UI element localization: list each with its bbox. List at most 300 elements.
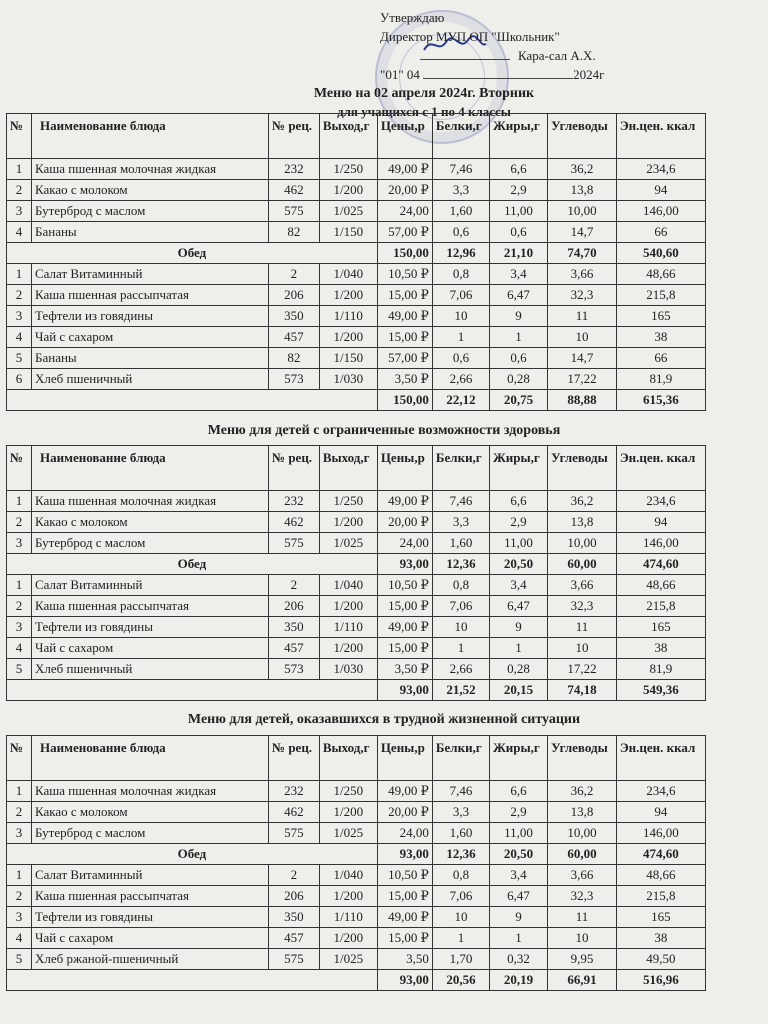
portion-output: 1/025 [319, 201, 377, 222]
col-header-rec: № рец. [269, 736, 320, 781]
price: 15,00 ₽ [377, 596, 432, 617]
header-row [7, 736, 706, 781]
carbs: 3,66 [548, 264, 617, 285]
dish-name: Чай с сахаром [32, 928, 269, 949]
menu-table [6, 113, 706, 411]
subtotal-price: 93,00 [377, 844, 432, 865]
carbs: 13,8 [548, 512, 617, 533]
portion-output: 1/200 [319, 928, 377, 949]
recipe-number: 457 [269, 638, 320, 659]
fats: 1 [489, 327, 547, 348]
fats: 0,28 [489, 369, 547, 390]
col-header-out: Выход,г [319, 736, 377, 781]
subtotal-kcal: 549,36 [616, 680, 705, 701]
subtotal-price: 93,00 [377, 680, 432, 701]
proteins: 2,66 [432, 659, 489, 680]
portion-output: 1/250 [319, 781, 377, 802]
header-row [7, 114, 706, 159]
carbs: 10,00 [548, 823, 617, 844]
portion-output: 1/030 [319, 369, 377, 390]
energy-kcal: 48,66 [616, 264, 705, 285]
subtotal-row [7, 243, 706, 264]
portion-output: 1/200 [319, 285, 377, 306]
recipe-number: 206 [269, 596, 320, 617]
proteins: 1 [432, 638, 489, 659]
recipe-number: 350 [269, 907, 320, 928]
fats: 1 [489, 928, 547, 949]
menu-title-line2: для учащихся с 1 по 4 классы [337, 104, 511, 119]
portion-output: 1/040 [319, 575, 377, 596]
fats: 11,00 [489, 823, 547, 844]
row-num: 4 [7, 222, 32, 243]
energy-kcal: 94 [616, 180, 705, 201]
portion-output: 1/025 [319, 823, 377, 844]
recipe-number: 206 [269, 285, 320, 306]
col-header-kcal: Эн.цен. ккал [616, 446, 705, 491]
portion-output: 1/150 [319, 222, 377, 243]
table-row [7, 638, 706, 659]
portion-output: 1/110 [319, 907, 377, 928]
energy-kcal: 165 [616, 617, 705, 638]
table-row [7, 907, 706, 928]
carbs: 10,00 [548, 201, 617, 222]
recipe-number: 232 [269, 781, 320, 802]
proteins: 7,46 [432, 781, 489, 802]
energy-kcal: 49,50 [616, 949, 705, 970]
fats: 0,6 [489, 348, 547, 369]
approval-line3 [380, 46, 680, 65]
recipe-number: 573 [269, 369, 320, 390]
col-header-carb: Углеводы [548, 446, 617, 491]
proteins: 3,3 [432, 802, 489, 823]
lunch-label: Обед [7, 554, 378, 575]
price: 15,00 ₽ [377, 285, 432, 306]
fats: 0,6 [489, 222, 547, 243]
fats: 0,28 [489, 659, 547, 680]
col-header-name: Наименование блюда [32, 446, 269, 491]
dish-name: Салат Витаминный [32, 264, 269, 285]
fats: 2,9 [489, 180, 547, 201]
col-header-rec: № рец. [269, 114, 320, 159]
subtotal-kcal: 540,60 [616, 243, 705, 264]
dish-name: Бутерброд с маслом [32, 533, 269, 554]
portion-output: 1/200 [319, 638, 377, 659]
energy-kcal: 146,00 [616, 533, 705, 554]
portion-output: 1/110 [319, 617, 377, 638]
row-num: 3 [7, 533, 32, 554]
carbs: 11 [548, 306, 617, 327]
recipe-number: 350 [269, 306, 320, 327]
fats: 9 [489, 617, 547, 638]
portion-output: 1/200 [319, 180, 377, 201]
col-header-name: Наименование блюда [32, 114, 269, 159]
price: 3,50 [377, 949, 432, 970]
subtotal-proteins: 12,36 [432, 844, 489, 865]
dish-name: Какао с молоком [32, 180, 269, 201]
recipe-number: 462 [269, 512, 320, 533]
energy-kcal: 165 [616, 907, 705, 928]
proteins: 10 [432, 617, 489, 638]
subtotal-fats: 20,75 [489, 390, 547, 411]
price: 10,50 ₽ [377, 865, 432, 886]
table-row [7, 180, 706, 201]
table-row [7, 222, 706, 243]
recipe-number: 575 [269, 201, 320, 222]
price: 10,50 ₽ [377, 575, 432, 596]
dish-name: Каша пшенная рассыпчатая [32, 285, 269, 306]
price: 49,00 ₽ [377, 306, 432, 327]
fats: 3,4 [489, 575, 547, 596]
approval-block [380, 8, 680, 84]
energy-kcal: 215,8 [616, 596, 705, 617]
dish-name: Каша пшенная рассыпчатая [32, 886, 269, 907]
subtotal-price: 93,00 [377, 970, 432, 991]
energy-kcal: 165 [616, 306, 705, 327]
subtotal-proteins: 20,56 [432, 970, 489, 991]
dish-name: Бананы [32, 348, 269, 369]
price: 20,00 ₽ [377, 802, 432, 823]
recipe-number: 575 [269, 823, 320, 844]
fats: 2,9 [489, 802, 547, 823]
row-num: 2 [7, 596, 32, 617]
dish-name: Чай с сахаром [32, 327, 269, 348]
carbs: 3,66 [548, 865, 617, 886]
carbs: 32,3 [548, 285, 617, 306]
col-header-name: Наименование блюда [32, 736, 269, 781]
carbs: 14,7 [548, 222, 617, 243]
energy-kcal: 38 [616, 327, 705, 348]
approval-line1: Утверждаю [380, 10, 445, 25]
energy-kcal: 66 [616, 348, 705, 369]
subtotal-fats: 20,15 [489, 680, 547, 701]
fats: 6,47 [489, 886, 547, 907]
carbs: 17,22 [548, 369, 617, 390]
portion-output: 1/040 [319, 865, 377, 886]
portion-output: 1/200 [319, 512, 377, 533]
price: 15,00 ₽ [377, 327, 432, 348]
recipe-number: 462 [269, 802, 320, 823]
dish-name: Бананы [32, 222, 269, 243]
fats: 6,47 [489, 285, 547, 306]
price: 15,00 ₽ [377, 928, 432, 949]
proteins: 1,70 [432, 949, 489, 970]
dish-name: Тефтели из говядины [32, 907, 269, 928]
table-row [7, 596, 706, 617]
price: 49,00 ₽ [377, 781, 432, 802]
proteins: 3,3 [432, 512, 489, 533]
col-header-num: № [7, 736, 32, 781]
proteins: 1,60 [432, 533, 489, 554]
recipe-number: 82 [269, 222, 320, 243]
carbs: 36,2 [548, 781, 617, 802]
recipe-number: 457 [269, 327, 320, 348]
proteins: 0,8 [432, 575, 489, 596]
table-row [7, 617, 706, 638]
row-num: 3 [7, 823, 32, 844]
dish-name: Каша пшенная молочная жидкая [32, 159, 269, 180]
fats: 6,6 [489, 491, 547, 512]
portion-output: 1/200 [319, 327, 377, 348]
director-name: Кара-сал А.Х. [518, 48, 596, 63]
subtotal-proteins: 22,12 [432, 390, 489, 411]
row-num: 1 [7, 264, 32, 285]
energy-kcal: 146,00 [616, 201, 705, 222]
table-row [7, 659, 706, 680]
row-num: 1 [7, 865, 32, 886]
row-num: 2 [7, 180, 32, 201]
portion-output: 1/025 [319, 949, 377, 970]
table-row [7, 159, 706, 180]
portion-output: 1/250 [319, 159, 377, 180]
col-header-fat: Жиры,г [489, 736, 547, 781]
energy-kcal: 234,6 [616, 159, 705, 180]
dish-name: Тефтели из говядины [32, 306, 269, 327]
fats: 2,9 [489, 512, 547, 533]
subtotal-carbs: 66,91 [548, 970, 617, 991]
fats: 0,32 [489, 949, 547, 970]
col-header-kcal: Эн.цен. ккал [616, 736, 705, 781]
row-num: 1 [7, 159, 32, 180]
energy-kcal: 48,66 [616, 865, 705, 886]
proteins: 0,6 [432, 348, 489, 369]
proteins: 1,60 [432, 201, 489, 222]
row-num: 5 [7, 949, 32, 970]
table-row [7, 201, 706, 222]
energy-kcal: 38 [616, 638, 705, 659]
proteins: 10 [432, 907, 489, 928]
col-header-prot: Белки,г [432, 446, 489, 491]
carbs: 13,8 [548, 802, 617, 823]
recipe-number: 350 [269, 617, 320, 638]
price: 20,00 ₽ [377, 180, 432, 201]
header-row [7, 446, 706, 491]
subtotal-kcal: 516,96 [616, 970, 705, 991]
subtotal-price: 150,00 [377, 390, 432, 411]
recipe-number: 462 [269, 180, 320, 201]
col-header-out: Выход,г [319, 114, 377, 159]
subtotal-row [7, 970, 706, 991]
proteins: 0,6 [432, 222, 489, 243]
carbs: 10 [548, 928, 617, 949]
fats: 6,6 [489, 159, 547, 180]
row-num: 3 [7, 201, 32, 222]
price: 24,00 [377, 201, 432, 222]
price: 3,50 ₽ [377, 369, 432, 390]
fats: 6,47 [489, 596, 547, 617]
approval-line2: Директор МУП ОП "Школьник" [380, 29, 560, 44]
section-title: Меню для детей, оказавшихся в трудной жизненной ситуации [187, 712, 581, 727]
menu-table [6, 445, 706, 701]
portion-output: 1/030 [319, 659, 377, 680]
price: 49,00 ₽ [377, 159, 432, 180]
subtotal-fats: 20,50 [489, 554, 547, 575]
recipe-number: 573 [269, 659, 320, 680]
table-row [7, 533, 706, 554]
portion-output: 1/250 [319, 491, 377, 512]
menu-title-line1: Меню на 02 апреля 2024г. Вторник [313, 86, 535, 101]
carbs: 36,2 [548, 159, 617, 180]
subtotal-carbs: 74,18 [548, 680, 617, 701]
recipe-number: 232 [269, 159, 320, 180]
fats: 11,00 [489, 201, 547, 222]
portion-output: 1/200 [319, 596, 377, 617]
fats: 1 [489, 638, 547, 659]
dish-name: Салат Витаминный [32, 865, 269, 886]
dish-name: Чай с сахаром [32, 638, 269, 659]
subtotal-carbs: 88,88 [548, 390, 617, 411]
proteins: 7,46 [432, 491, 489, 512]
portion-output: 1/200 [319, 886, 377, 907]
col-header-num: № [7, 114, 32, 159]
portion-output: 1/040 [319, 264, 377, 285]
row-num: 3 [7, 617, 32, 638]
proteins: 0,8 [432, 264, 489, 285]
carbs: 11 [548, 907, 617, 928]
row-num: 1 [7, 781, 32, 802]
table-row [7, 823, 706, 844]
energy-kcal: 81,9 [616, 659, 705, 680]
table-row [7, 781, 706, 802]
section-title: Меню для детей с ограниченные возможности здоровья [207, 423, 561, 438]
row-num: 2 [7, 886, 32, 907]
energy-kcal: 234,6 [616, 781, 705, 802]
row-num: 2 [7, 285, 32, 306]
price: 20,00 ₽ [377, 512, 432, 533]
table-row [7, 886, 706, 907]
lunch-label: Обед [7, 243, 378, 264]
price: 3,50 ₽ [377, 659, 432, 680]
carbs: 10,00 [548, 533, 617, 554]
row-num: 2 [7, 512, 32, 533]
recipe-number: 575 [269, 949, 320, 970]
col-header-kcal: Эн.цен. ккал [616, 114, 705, 159]
row-num: 3 [7, 306, 32, 327]
fats: 3,4 [489, 264, 547, 285]
row-num: 5 [7, 348, 32, 369]
energy-kcal: 81,9 [616, 369, 705, 390]
price: 49,00 ₽ [377, 617, 432, 638]
col-header-price: Цены,р [377, 736, 432, 781]
subtotal-carbs: 60,00 [548, 554, 617, 575]
subtotal-kcal: 474,60 [616, 554, 705, 575]
subtotal-row [7, 554, 706, 575]
dish-name: Хлеб пшеничный [32, 369, 269, 390]
energy-kcal: 94 [616, 512, 705, 533]
col-header-fat: Жиры,г [489, 114, 547, 159]
price: 15,00 ₽ [377, 638, 432, 659]
carbs: 3,66 [548, 575, 617, 596]
date-year: 2024г [573, 67, 605, 82]
blank-cell [7, 680, 378, 701]
proteins: 1 [432, 327, 489, 348]
portion-output: 1/150 [319, 348, 377, 369]
subtotal-row [7, 844, 706, 865]
fats: 9 [489, 907, 547, 928]
blank-cell [7, 390, 378, 411]
dish-name: Салат Витаминный [32, 575, 269, 596]
row-num: 3 [7, 907, 32, 928]
subtotal-row [7, 680, 706, 701]
price: 24,00 [377, 823, 432, 844]
carbs: 11 [548, 617, 617, 638]
price: 57,00 ₽ [377, 348, 432, 369]
subtotal-carbs: 74,70 [548, 243, 617, 264]
row-num: 6 [7, 369, 32, 390]
dish-name: Хлеб ржаной-пшеничный [32, 949, 269, 970]
proteins: 7,46 [432, 159, 489, 180]
subtotal-fats: 20,19 [489, 970, 547, 991]
recipe-number: 575 [269, 533, 320, 554]
proteins: 3,3 [432, 180, 489, 201]
table-row [7, 802, 706, 823]
proteins: 1,60 [432, 823, 489, 844]
col-header-prot: Белки,г [432, 736, 489, 781]
col-header-fat: Жиры,г [489, 446, 547, 491]
table-row [7, 865, 706, 886]
carbs: 14,7 [548, 348, 617, 369]
table-row [7, 348, 706, 369]
recipe-number: 2 [269, 264, 320, 285]
table-row [7, 575, 706, 596]
energy-kcal: 215,8 [616, 285, 705, 306]
row-num: 1 [7, 575, 32, 596]
menu-table [6, 735, 706, 991]
carbs: 32,3 [548, 596, 617, 617]
blank-cell [7, 970, 378, 991]
col-header-price: Цены,р [377, 114, 432, 159]
proteins: 1 [432, 928, 489, 949]
table-row [7, 512, 706, 533]
subtotal-carbs: 60,00 [548, 844, 617, 865]
price: 49,00 ₽ [377, 491, 432, 512]
subtotal-price: 93,00 [377, 554, 432, 575]
approval-date: "01" 04 2024г [380, 67, 605, 82]
proteins: 7,06 [432, 285, 489, 306]
carbs: 10 [548, 638, 617, 659]
fats: 3,4 [489, 865, 547, 886]
subtotal-price: 150,00 [377, 243, 432, 264]
dish-name: Бутерброд с маслом [32, 823, 269, 844]
table-row [7, 928, 706, 949]
carbs: 10 [548, 327, 617, 348]
col-header-price: Цены,р [377, 446, 432, 491]
lunch-label: Обед [7, 844, 378, 865]
recipe-number: 82 [269, 348, 320, 369]
energy-kcal: 38 [616, 928, 705, 949]
portion-output: 1/025 [319, 533, 377, 554]
energy-kcal: 66 [616, 222, 705, 243]
col-header-carb: Углеводы [548, 736, 617, 781]
energy-kcal: 94 [616, 802, 705, 823]
row-num: 5 [7, 659, 32, 680]
price: 57,00 ₽ [377, 222, 432, 243]
row-num: 4 [7, 928, 32, 949]
price: 49,00 ₽ [377, 907, 432, 928]
energy-kcal: 146,00 [616, 823, 705, 844]
carbs: 36,2 [548, 491, 617, 512]
recipe-number: 457 [269, 928, 320, 949]
subtotal-proteins: 12,96 [432, 243, 489, 264]
proteins: 0,8 [432, 865, 489, 886]
subtotal-row [7, 390, 706, 411]
table-row [7, 327, 706, 348]
date-day: 01 [385, 67, 399, 82]
portion-output: 1/110 [319, 306, 377, 327]
proteins: 10 [432, 306, 489, 327]
dish-name: Какао с молоком [32, 512, 269, 533]
fats: 9 [489, 306, 547, 327]
col-header-carb: Углеводы [548, 114, 617, 159]
